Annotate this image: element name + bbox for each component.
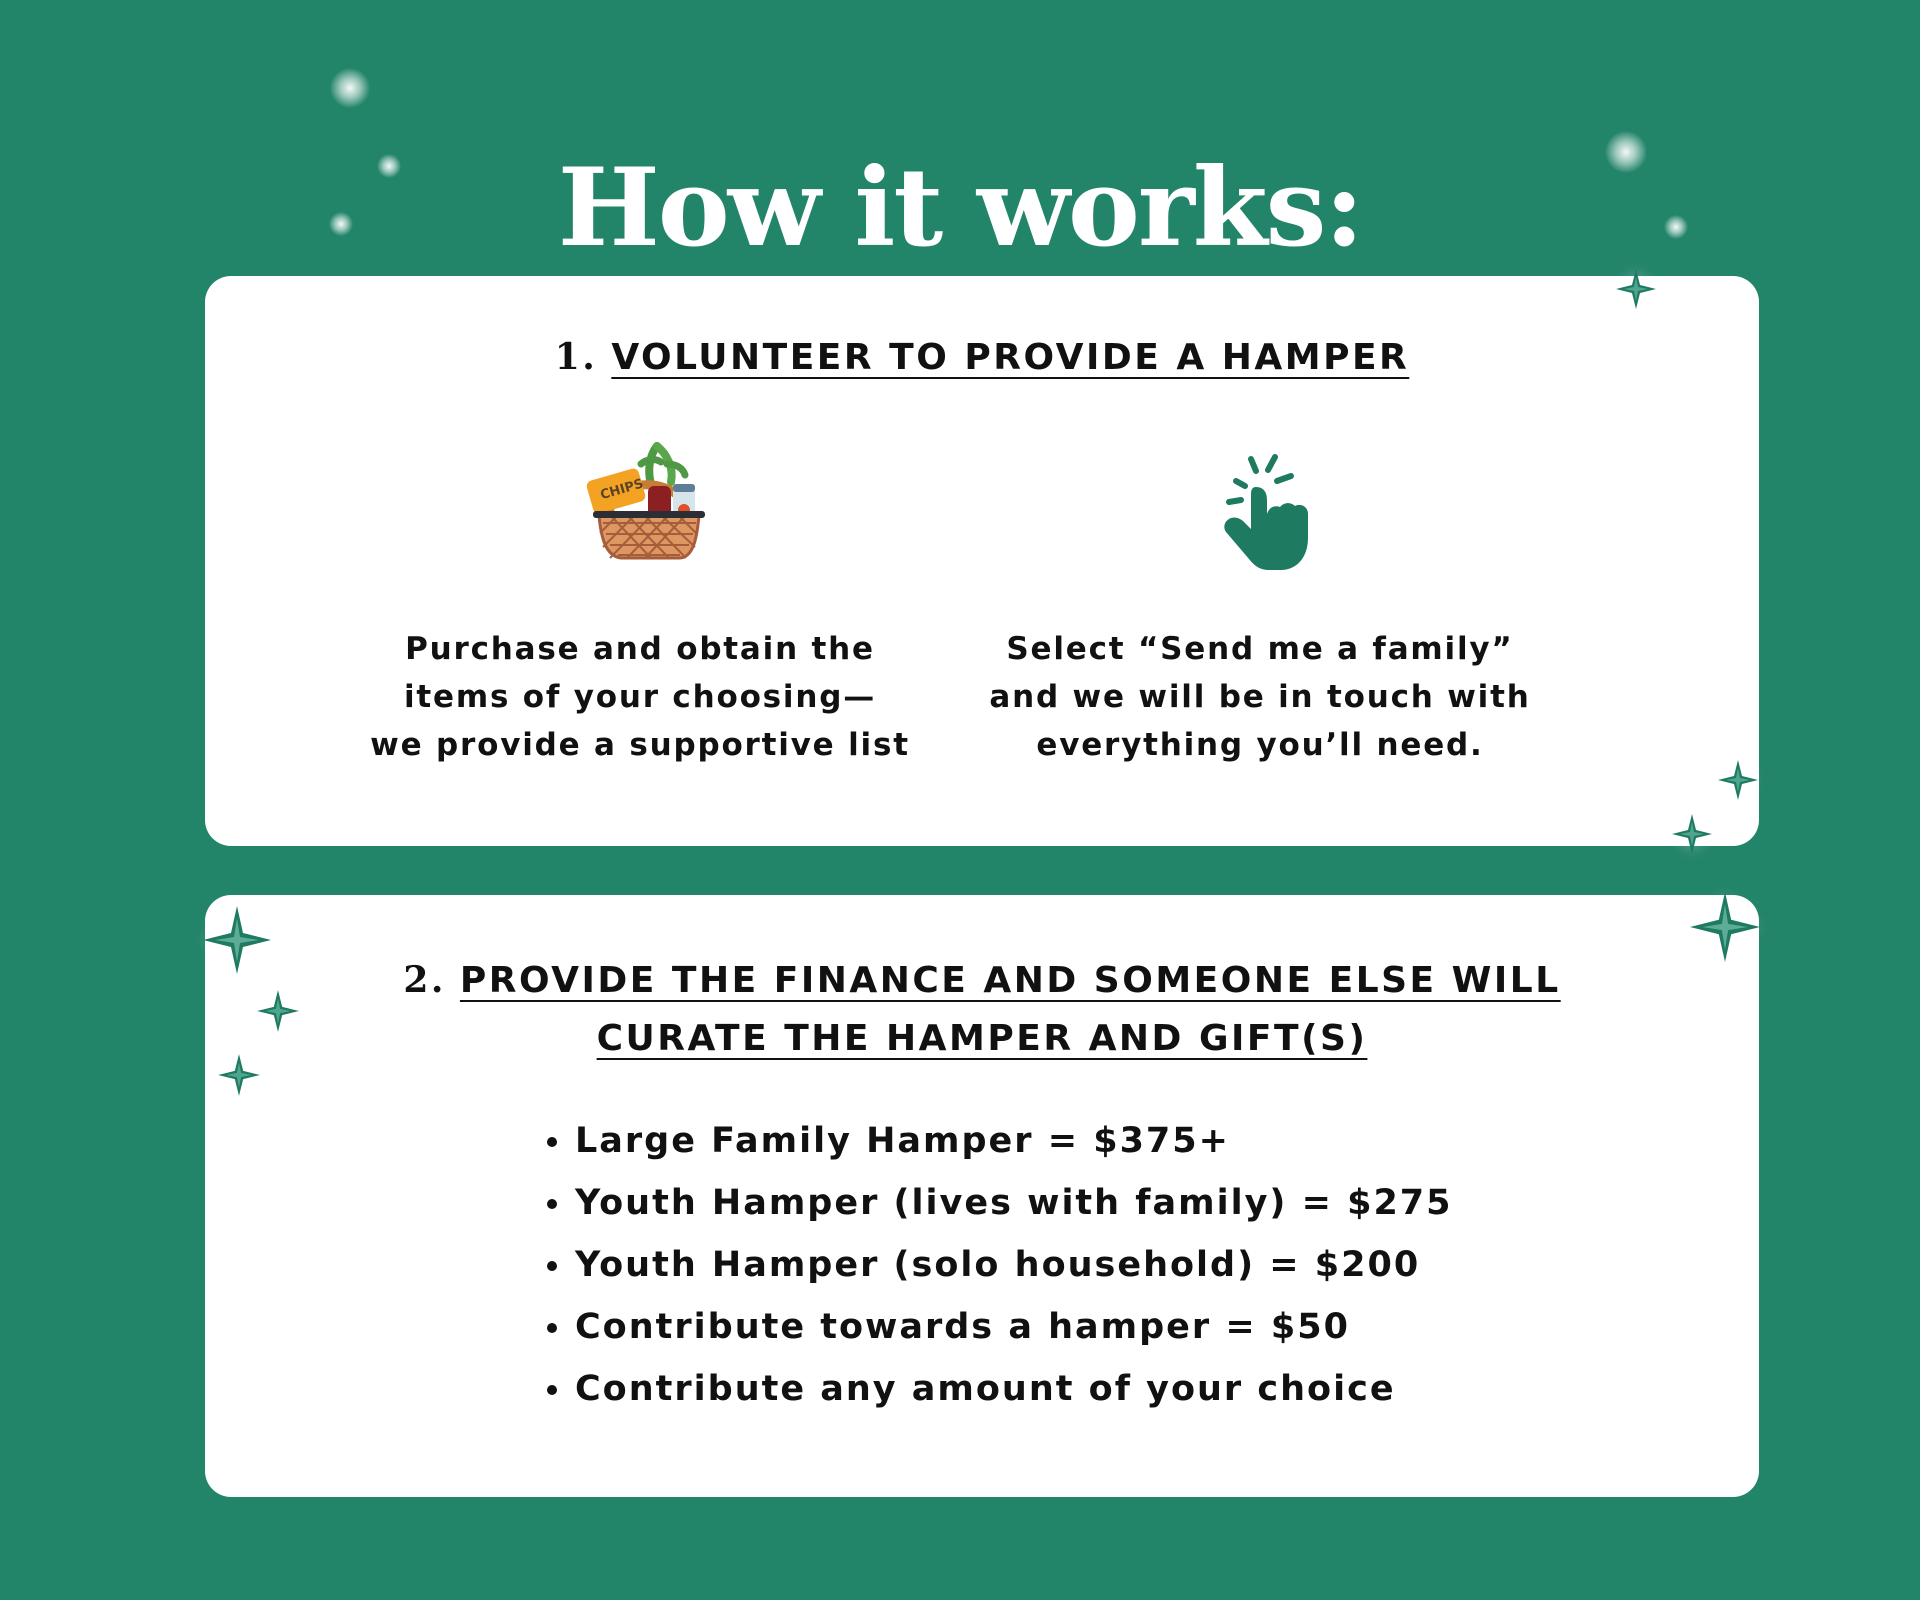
- step-2-heading-line-1: [205, 951, 1759, 1010]
- sparkle-star-icon: [1688, 890, 1762, 964]
- step-1-number: 1.: [554, 336, 598, 378]
- sparkle-star-icon: [216, 1052, 262, 1098]
- sparkle-star-icon: [255, 988, 301, 1034]
- sparkle-star-icon: [1716, 758, 1760, 802]
- hamper-option: Contribute towards a hamper = $50: [547, 1296, 1453, 1358]
- step-2-card: [205, 895, 1759, 1497]
- hamper-option: Youth Hamper (lives with family) = $275: [547, 1172, 1453, 1234]
- step-2-title-line-2: CURATE THE HAMPER AND GIFT(S): [596, 1018, 1368, 1059]
- step-2-number: 2.: [403, 959, 446, 1001]
- select-family-text: [960, 625, 1560, 769]
- pointing-hand-icon: [1205, 440, 1345, 580]
- purchase-items-text: [340, 625, 940, 769]
- sparkle-dot: [330, 68, 370, 108]
- step-1-heading: [205, 328, 1759, 387]
- basket-label: CHIPS: [598, 476, 646, 504]
- purchase-text-line: we provide a supportive list: [370, 727, 910, 763]
- sparkle-star-icon: [1670, 812, 1714, 856]
- hamper-option: Youth Hamper (solo household) = $200: [547, 1234, 1453, 1296]
- hamper-option: Contribute any amount of your choice: [547, 1358, 1453, 1420]
- step-2-title-line-1: PROVIDE THE FINANCE AND SOMEONE ELSE WILL: [459, 960, 1561, 1001]
- sparkle-star-icon: [1614, 267, 1658, 311]
- grocery-basket-icon: [575, 434, 715, 574]
- step-2-heading-line-2: [205, 1010, 1759, 1068]
- hamper-option: Large Family Hamper = $375+: [547, 1110, 1453, 1172]
- page-title: How it works:: [557, 145, 1363, 272]
- hamper-options-list: [547, 1110, 1453, 1420]
- purchase-text-line: items of your choosing—: [403, 679, 877, 715]
- purchase-text-line: Purchase and obtain the: [405, 631, 875, 667]
- select-text-line: everything you’ll need.: [1036, 727, 1484, 763]
- step-1-card: [205, 276, 1759, 846]
- select-text-line: and we will be in touch with: [989, 679, 1531, 715]
- sparkle-star-icon: [201, 904, 273, 976]
- step-1-title: VOLUNTEER TO PROVIDE A HAMPER: [611, 337, 1410, 378]
- step-2-heading: [205, 951, 1759, 1068]
- select-text-line: Select “Send me a family”: [1006, 631, 1514, 667]
